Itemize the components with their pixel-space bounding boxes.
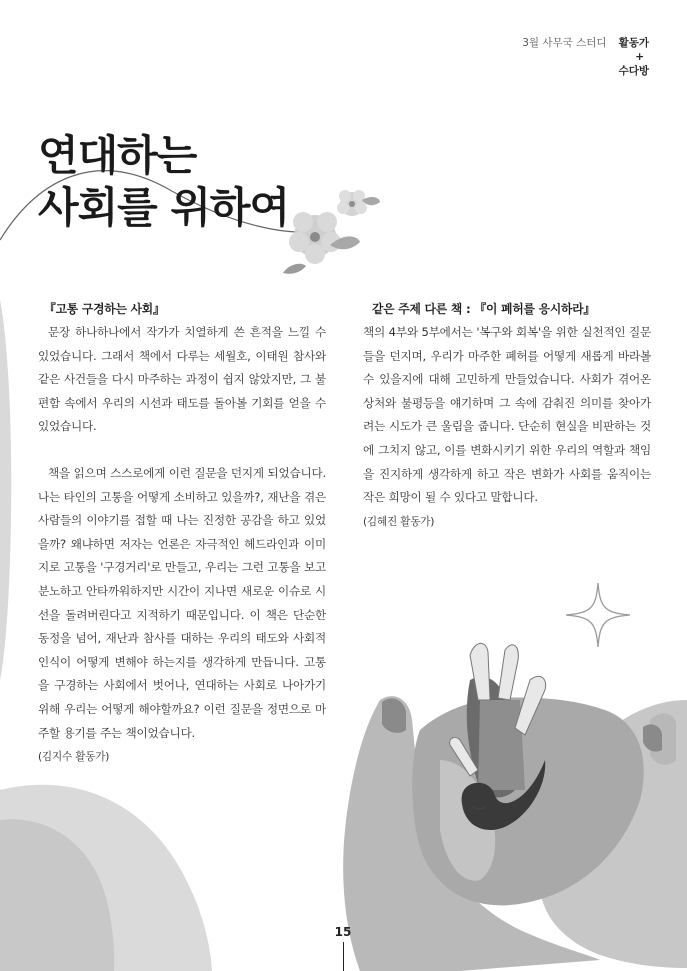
flower-large-icon	[289, 212, 360, 264]
header-section-label: 3월 사무국 스터디	[522, 37, 607, 49]
right-column-heading: 같은 주제 다른 책 : 『이 폐허를 응시하라』	[372, 302, 595, 316]
title-line-2: 사회를 위하여	[38, 183, 290, 232]
left-signature: (김지수 활동가)	[38, 751, 110, 764]
header-category-label: 활동가	[618, 37, 649, 49]
flower-small-icon	[337, 190, 380, 216]
left-paragraph-2: 책을 읽으며 스스로에게 이런 질문을 던지게 되었습니다. 나는 타인의 고통을 어떻게 소비하고 있을까?, 재난을 겪은 사람들의 이야기를 접할 때 나는 진정한 공감을 하고 있었을까? 왜냐하면 저자는 언론은 자극적인 헤드라인과 이미지로 고통을 '구경거리'로 만들고, 우리는 그런 고통을 보고 분노하고 안타까워하지만 시간이 지나면 새로운 이슈로 시선을 돌려버린다고 지적하기 때문입니다. 이 책은 단순한 동정을 넘어, 재난과 참사를 대하는 우리의 태도와 사회적 인식이 어떻게 변해야 하는지를 생각하게 만듭니다. 고통을 구경하는 사회에서 벗어나, 연대하는 사회로 나아가기 위해 우리는 어떻게 해야할까요? 이런 질문을 정면으로 마주할 용기를 주는 책이었습니다.	[38, 465, 326, 740]
page-header	[522, 36, 649, 78]
page-number: 15	[334, 925, 352, 939]
hands-illustration	[343, 643, 687, 971]
page-number-line	[343, 942, 344, 971]
left-edge-arc	[0, 300, 11, 680]
left-paragraph-1: 문장 하나하나에서 작가가 치열하게 쓴 흔적을 느낄 수 있었습니다. 그래서 책에서 다루는 세월호, 이태원 참사와 같은 사건들을 다시 마주하는 과정이 쉽지 않았지만, 그 불편함 속에서 우리의 시선과 태도를 돌아볼 기회를 얻을 수 있었습니다.	[38, 325, 326, 434]
sparkle-icon	[566, 583, 630, 647]
right-signature: (김혜진 활동가)	[363, 515, 435, 528]
page-title	[38, 130, 289, 234]
left-column-heading: 『고통 구경하는 사회』	[44, 302, 165, 316]
left-column	[38, 298, 326, 769]
leaf-icon	[283, 264, 306, 274]
header-subcategory-label: 수다방	[618, 65, 649, 77]
title-line-1: 연대하는	[38, 131, 197, 180]
right-column	[363, 298, 651, 534]
right-paragraph-1: 책의 4부와 5부에서는 '복구와 회복'을 위한 실천적인 질문들을 던지며, 우리가 마주한 폐허를 어떻게 새롭게 바라볼 수 있을지에 대해 고민하게 만들었습니다. 사회가 겪어온 상처와 불평등을 얘기하며 그 속에 감춰진 의미를 찾아가려는 시도가 큰 울림을 줍니다. 단순히 현실을 비판하는 것에 그치지 않고, 이를 변화시키기 위한 우리의 역할과 책임을 진지하게 생각하게 하고 작은 변화가 사회를 움직이는 작은 희망이 될 수 있다고 말합니다.	[363, 325, 651, 505]
header-plus-sign: +	[635, 51, 644, 63]
